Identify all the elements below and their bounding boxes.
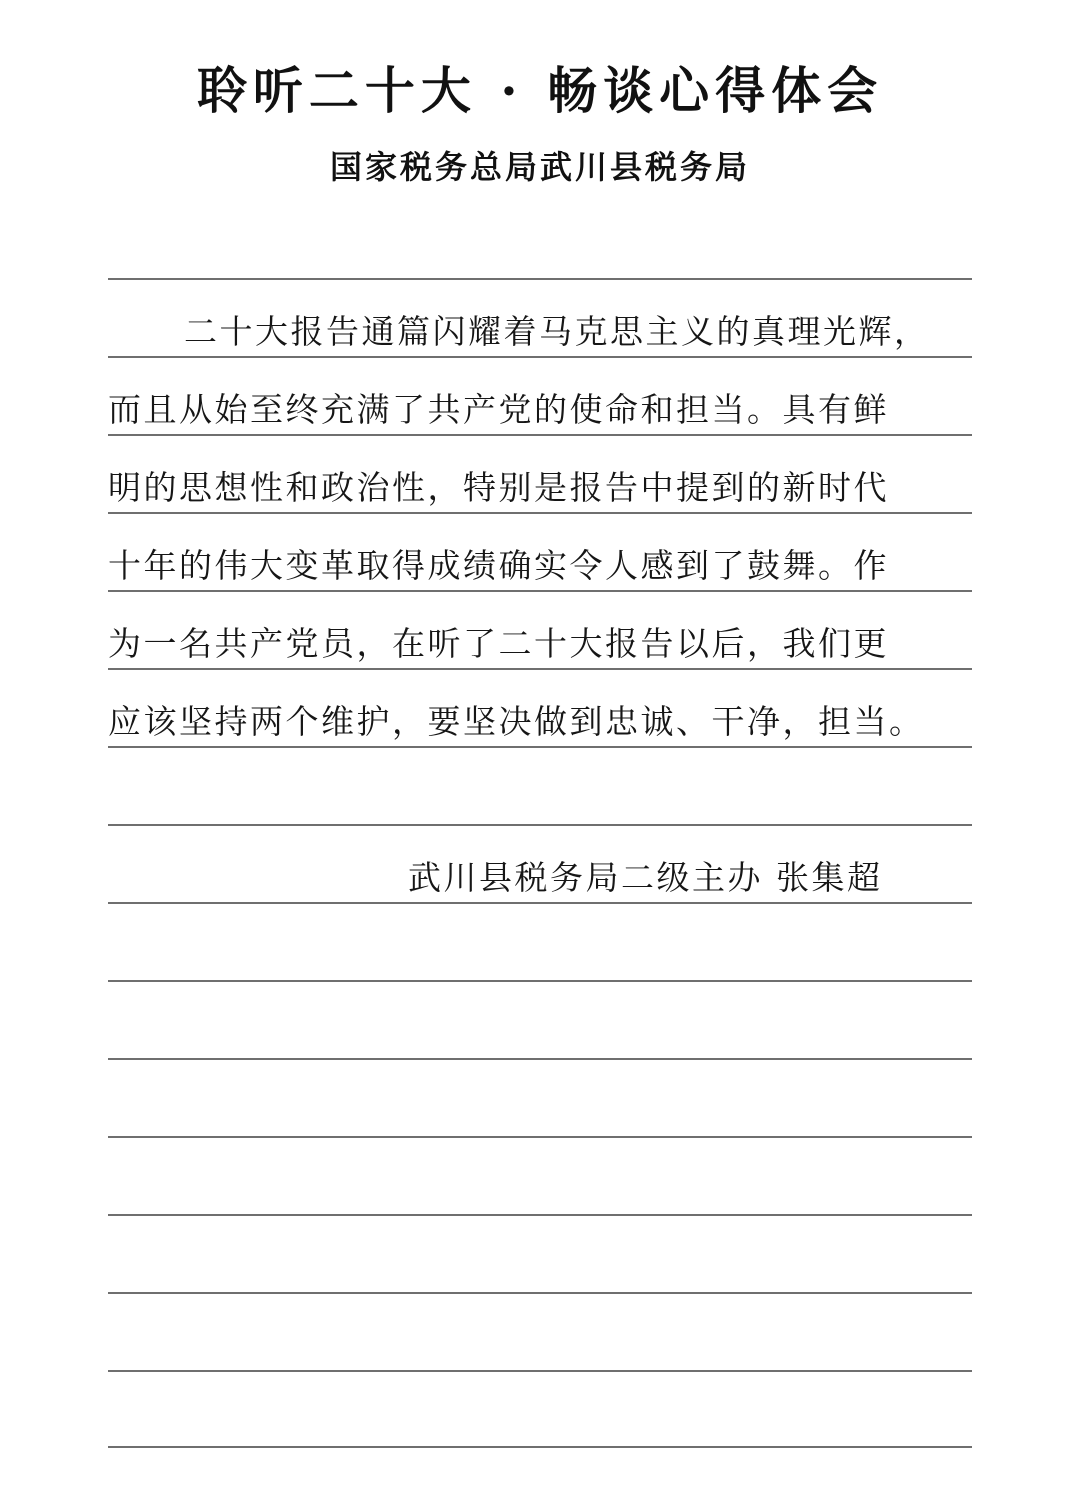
body-text-line: 而且从始至终充满了共产党的使命和担当。具有鲜 [108, 390, 889, 429]
body-text-line: 二十大报告通篇闪耀着马克思主义的真理光辉， [184, 312, 930, 351]
ruled-line-row [108, 824, 972, 902]
organization-subtitle: 国家税务总局武川县税务局 [329, 147, 750, 186]
ruled-line-row [108, 434, 972, 512]
ruled-line-row [108, 980, 972, 1058]
ruled-line-row [108, 746, 972, 824]
ruled-line-row [108, 356, 972, 434]
ruled-writing-sheet [108, 278, 972, 1448]
ruled-line-row [108, 590, 972, 668]
document-header [0, 0, 1080, 188]
body-text-line: 应该坚持两个维护，要坚决做到忠诚、干净，担当。 [108, 702, 925, 741]
signature-line: 武川县税务局二级主办 张集超 [408, 858, 883, 897]
ruled-line-row [108, 1136, 972, 1214]
ruled-line-row [108, 1214, 972, 1292]
body-text-line: 为一名共产党员，在听了二十大报告以后，我们更 [108, 624, 889, 663]
ruled-line-row [108, 902, 972, 980]
ruled-line-row [108, 668, 972, 746]
ruled-line-row [108, 1058, 972, 1136]
ruled-line-row [108, 278, 972, 356]
page-title: 聆听二十大 · 畅谈心得体会 [196, 61, 884, 120]
body-text-line: 明的思想性和政治性，特别是报告中提到的新时代 [108, 468, 889, 507]
body-text-line: 十年的伟大变革取得成绩确实令人感到了鼓舞。作 [108, 546, 889, 585]
ruled-line-row [108, 512, 972, 590]
ruled-line-row [108, 1370, 972, 1448]
ruled-line-row [108, 1292, 972, 1370]
